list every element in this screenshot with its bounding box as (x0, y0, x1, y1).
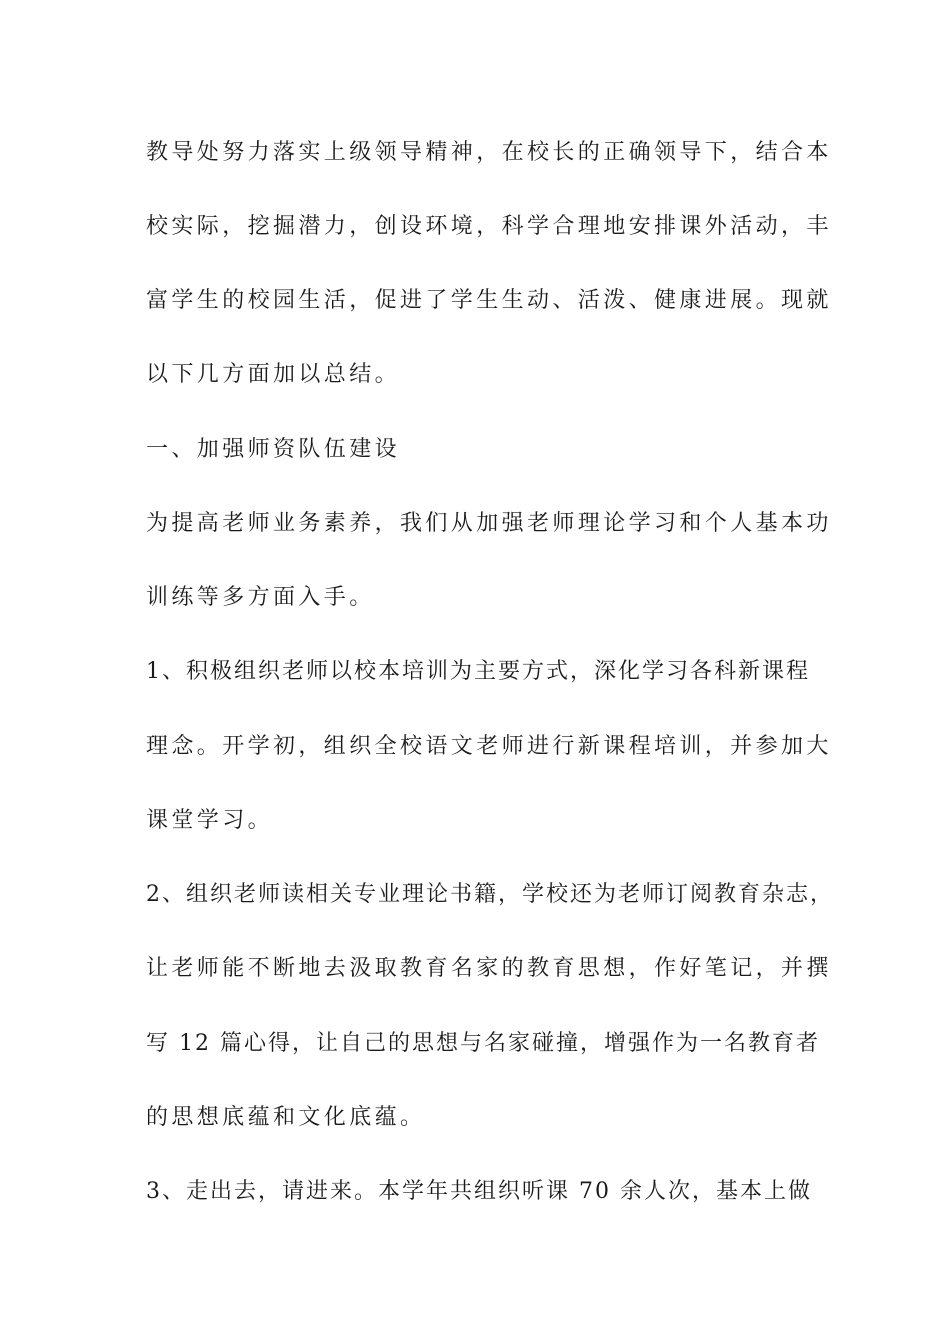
paragraph-line: 的思想底蕴和文化底蕴。 (146, 1105, 426, 1130)
paragraph-line: 校实际，挖掘潜力，创设环境，科学合理地安排课外活动，丰 (146, 214, 832, 239)
paragraph-line: 为提高老师业务素养，我们从加强老师理论学习和个人基本功 (146, 511, 832, 536)
paragraph-line: 教导处努力落实上级领导精神，在校长的正确领导下，结合本 (146, 140, 832, 165)
paragraph-line: 训练等多方面入手。 (146, 585, 375, 610)
paragraph-line: 2、组织老师读相关专业理论书籍，学校还为老师订阅教育杂志， (146, 882, 834, 907)
paragraph-line: 以下几方面加以总结。 (146, 362, 401, 387)
paragraph-line: 理念。开学初，组织全校语文老师进行新课程培训，并参加大 (146, 734, 832, 759)
paragraph-line: 3、走出去，请进来。本学年共组织听课 70 余人次，基本上做 (146, 1179, 812, 1204)
paragraph-line: 1、积极组织老师以校本培训为主要方式，深化学习各科新课程 (146, 659, 810, 684)
paragraph-line: 让老师能不断地去汲取教育名家的教育思想，作好笔记，并撰 (146, 956, 832, 981)
paragraph-line: 写 12 篇心得，让自己的思想与名家碰撞，增强作为一名教育者 (146, 1031, 820, 1056)
paragraph-line: 课堂学习。 (146, 808, 274, 833)
section-heading: 一、加强师资队伍建设 (146, 437, 401, 462)
paragraph-line: 富学生的校园生活，促进了学生生动、活泼、健康进展。现就 (146, 288, 832, 313)
